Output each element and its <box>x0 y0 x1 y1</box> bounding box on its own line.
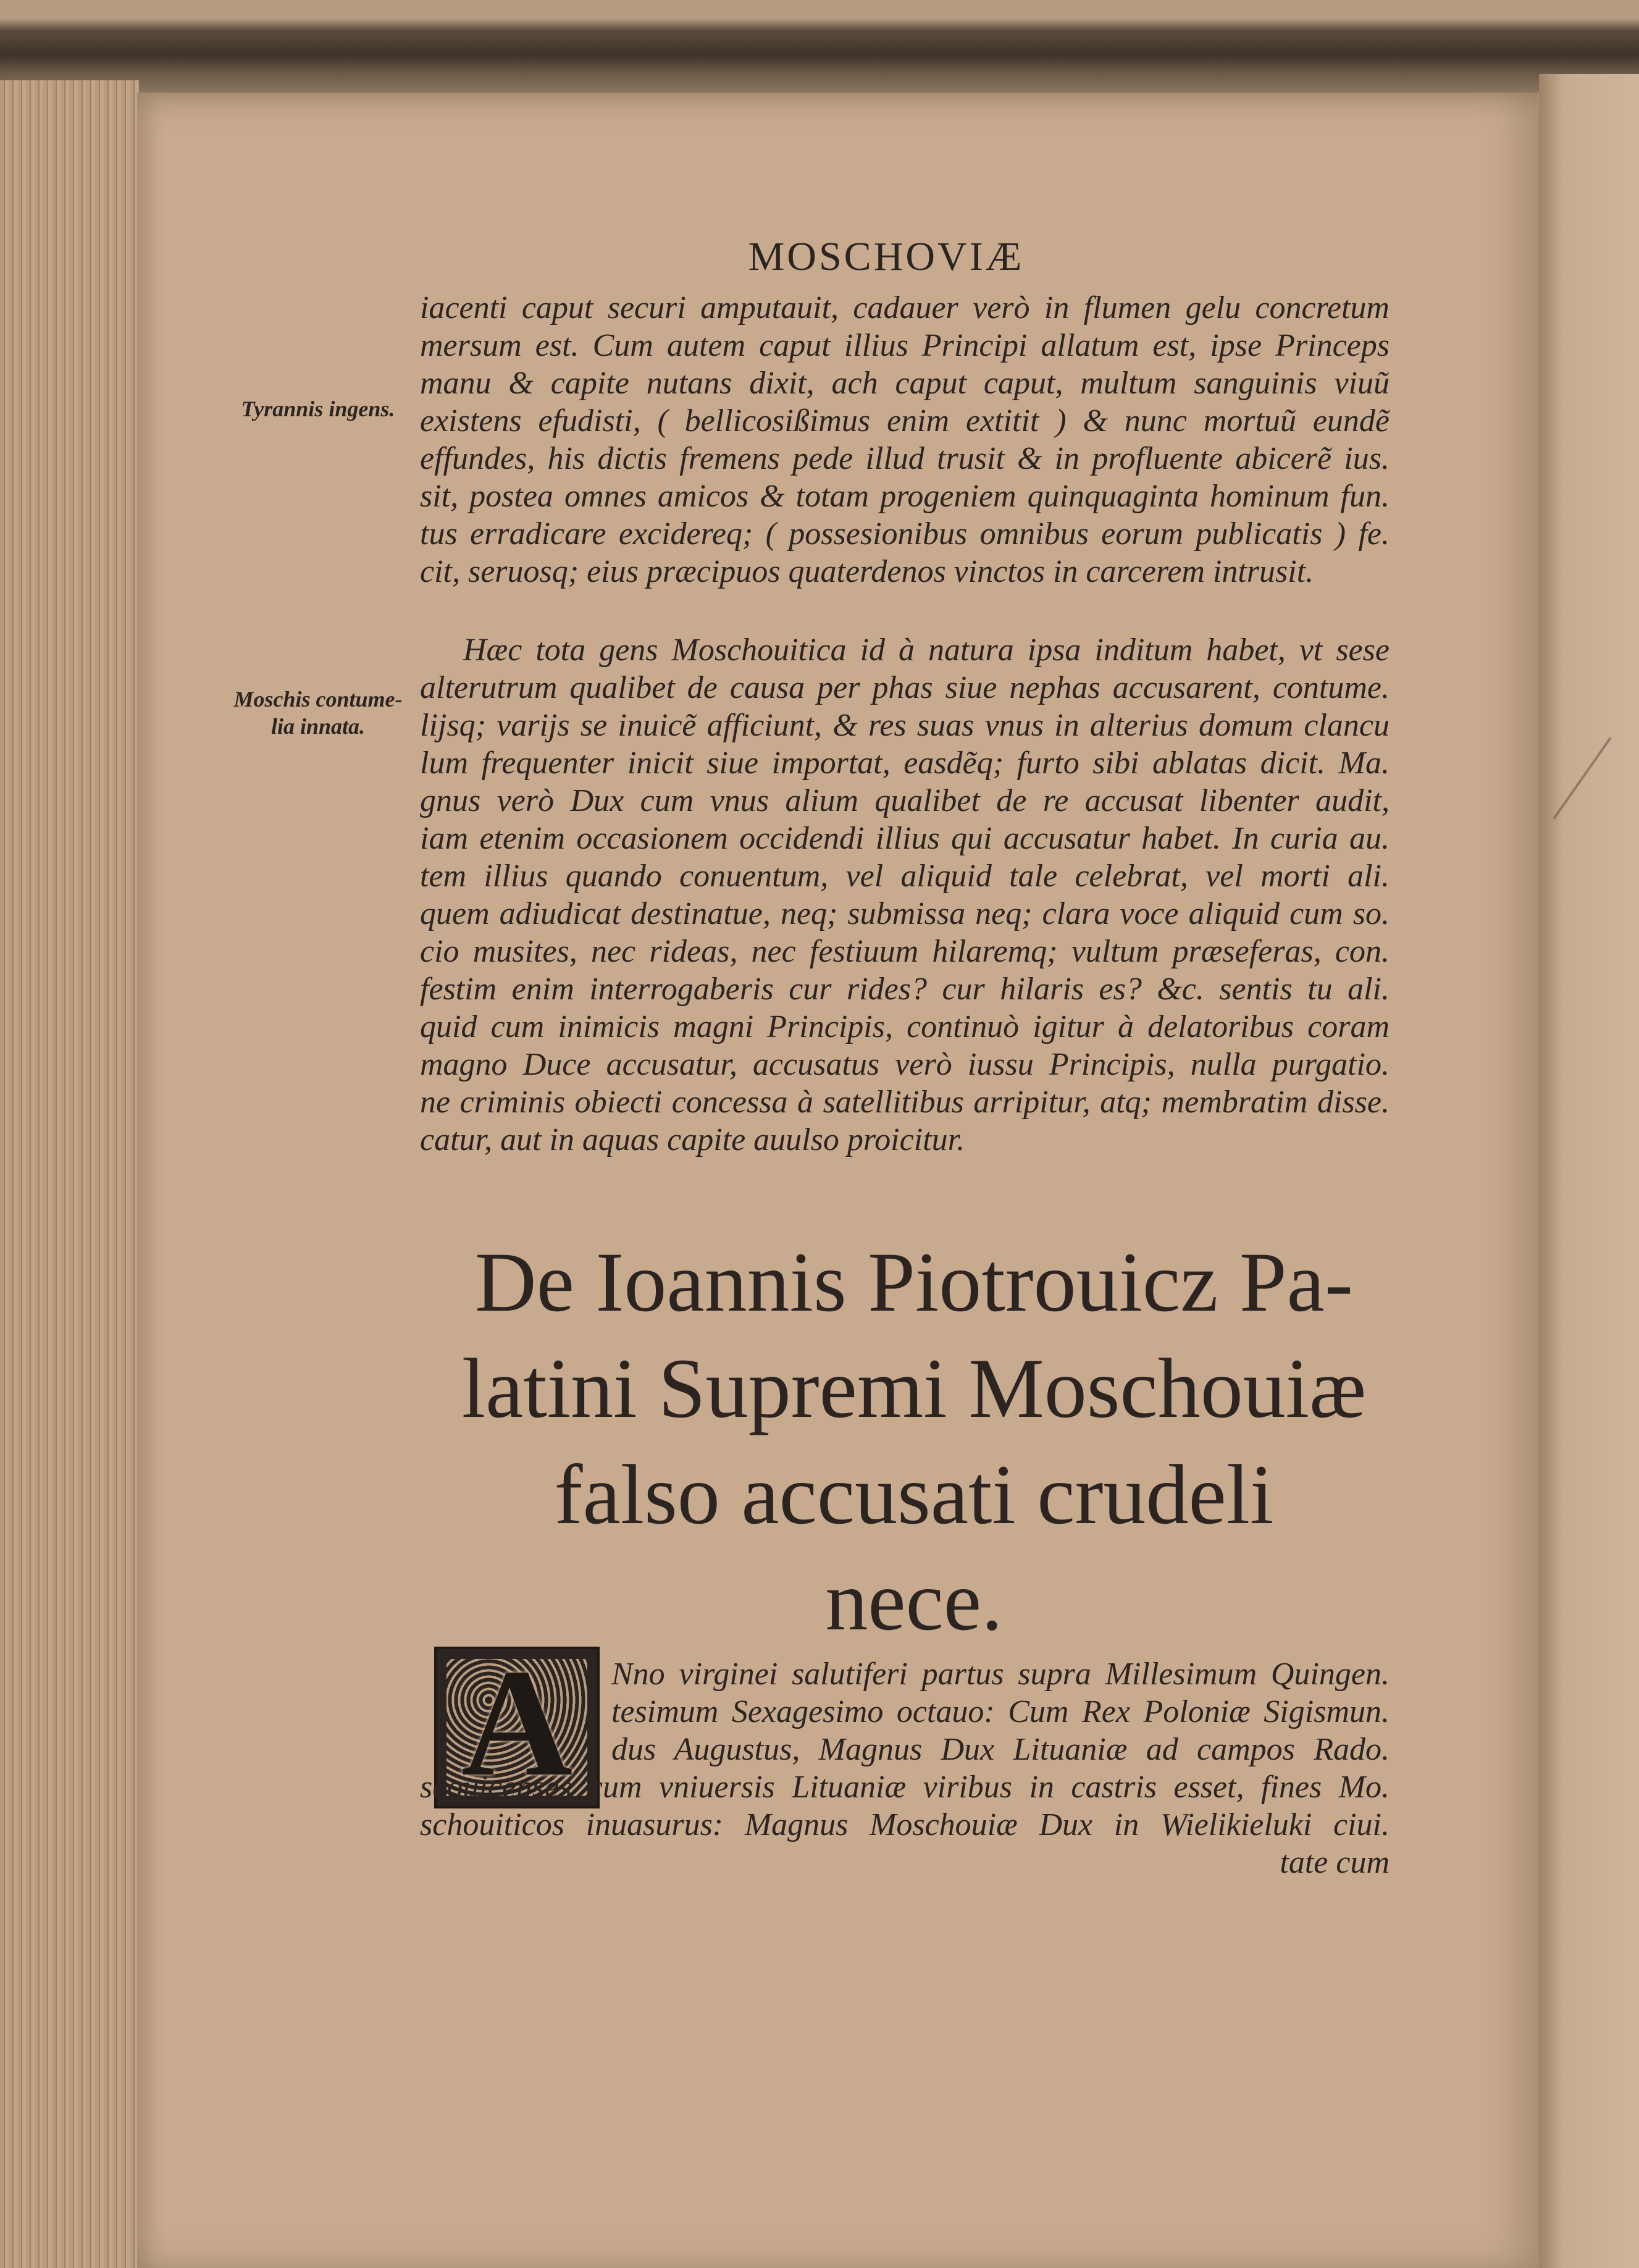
paragraph-3-beside-initial <box>611 1655 1390 1768</box>
heading-line: latini Supremi Moschouiæ <box>461 1341 1367 1435</box>
text-line: schouiticos inuasurus: Magnus Moschouiæ Dux in Wielikieluki ciui. <box>420 1807 1390 1842</box>
initial-letter: A <box>461 1637 573 1808</box>
text-line: cio musites, nec rideas, nec festiuum hilaremq; vultum præseferas, con. <box>420 934 1390 969</box>
heading-line: De Ioannis Piotrouicz Pa- <box>475 1235 1353 1329</box>
text-line: alterutrum qualibet de causa per phas siue nephas accusarent, contume. <box>420 670 1390 705</box>
text-line: iacenti caput securi amputauit, cadauer verò in flumen gelu concretum <box>420 290 1390 326</box>
text-line: quem adiudicat destinatue, neq; submissa neq; clara voce aliquid cum so. <box>420 896 1390 931</box>
margin-note-line: Moschis contume- <box>233 687 403 712</box>
heading-line: nece. <box>825 1553 1003 1648</box>
page-edges-stack <box>0 80 139 2268</box>
text-line: tus erradicare excidereq; ( possesionibus omnibus eorum publicatis ) fe. <box>420 516 1390 552</box>
text-line: magno Duce accusatur, accusatus verò iussu Principis, nulla purgatio. <box>420 1047 1390 1082</box>
chapter-heading <box>432 1229 1396 1654</box>
text-line: gnus verò Dux cum vnus alium qualibet de re accusat libenter audit, <box>420 783 1390 818</box>
paragraph-3 <box>420 1768 1390 1881</box>
text-line: tem illius quando conuentum, vel aliquid tale celebrat, vel morti ali. <box>420 859 1390 894</box>
book-top-edge <box>0 0 1639 93</box>
margin-note-moschis <box>232 686 405 740</box>
paragraph-2 <box>420 631 1390 1159</box>
margin-note-tyrannis: Tyrannis ingens. <box>241 397 395 421</box>
text-line: festim enim interrogaberis cur rides? cur hilaris es? &c. sentis tu ali. <box>420 972 1390 1007</box>
facing-page <box>1539 74 1639 2268</box>
margin-note-line: lia innata. <box>270 714 366 739</box>
text-line: Hæc tota gens Moschouitica id à natura ipsa inditum habet, vt sese <box>463 632 1390 668</box>
text-line: cit, seruosq; eius præcipuos quaterdenos vinctos in carcerem intrusit. <box>420 554 1314 589</box>
heading-line: falso accusati crudeli <box>554 1447 1274 1542</box>
text-line: existens efudisti, ( bellicosißimus enim extitit ) & nunc mortuũ eundẽ <box>420 403 1390 439</box>
text-line: quid cum inimicis magni Principis, continuò igitur à delatoribus coram <box>420 1009 1390 1044</box>
text-line: Nno virginei salutiferi partus supra Millesimum Quingen. <box>611 1657 1390 1692</box>
text-line: sit, postea omnes amicos & totam progeniem quinquaginta hominum fun. <box>420 479 1390 514</box>
text-line: manu & capite nutans dixit, ach caput caput, multum sanguinis viuũ <box>420 366 1390 401</box>
text-line: lum frequenter inicit siue importat, easdẽq; furto sibi ablatas dicit. Ma. <box>420 746 1390 781</box>
text-line: ne criminis obiecti concessa à satellitibus arripitur, atq; membratim disse. <box>420 1085 1390 1120</box>
text-line: scouicenses cum vniuersis Lituaniæ viribus in castris esset, fines Mo. <box>420 1770 1390 1805</box>
paragraph-1 <box>420 289 1390 590</box>
catchword: tate cum <box>1280 1845 1390 1880</box>
text-line: dus Augustus, Magnus Dux Lituaniæ ad campos Rado. <box>611 1732 1390 1767</box>
text-line: effundes, his dictis fremens pede illud trusit & in profluente abicerẽ ius. <box>420 441 1390 476</box>
running-head: MOSCHOVIÆ <box>748 234 1025 279</box>
text-line: catur, aut in aquas capite auulso proicitur. <box>420 1122 965 1157</box>
text-line: iam etenim occasionem occidendi illius qui accusatur habet. In curia au. <box>420 821 1390 856</box>
text-line: tesimum Sexagesimo octauo: Cum Rex Poloniæ Sigismun. <box>611 1694 1390 1729</box>
text-line: mersum est. Cum autem caput illius Principi allatum est, ipse Princeps <box>420 328 1390 363</box>
text-line: lijsq; varijs se inuicẽ afficiunt, & res suas vnus in alterius domum clancu <box>420 708 1390 743</box>
